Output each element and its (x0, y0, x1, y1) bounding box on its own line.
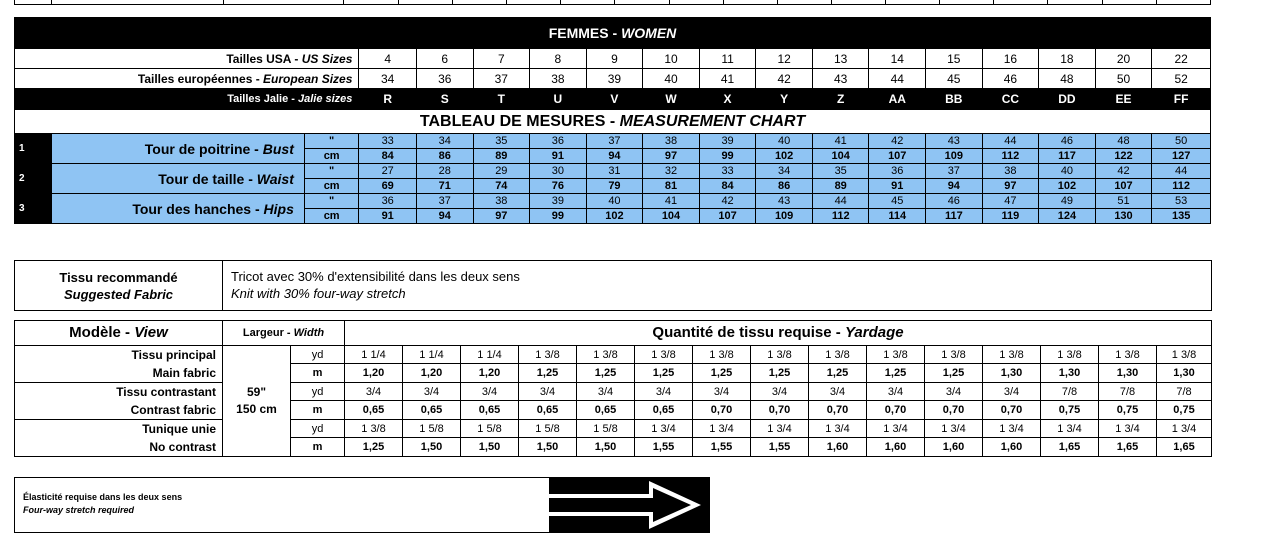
size-cell: EE (1095, 89, 1152, 110)
size-cell: 43 (812, 69, 869, 89)
stretch-direction-arrow-icon (549, 478, 709, 532)
value-cell: 1,55 (635, 438, 693, 457)
value-cell: 42 (699, 194, 756, 209)
value-cell: 1 3/4 (635, 420, 693, 438)
value-cell: 49 (1039, 194, 1096, 209)
size-cell: 50 (1095, 69, 1152, 89)
value-cell: 1,20 (461, 364, 519, 383)
stretch-requirement-text (23, 491, 182, 517)
size-cell: 11 (699, 49, 756, 69)
size-cell: AA (869, 89, 926, 110)
value-cell: 0,65 (577, 401, 635, 420)
value-cell: 1 3/8 (809, 346, 867, 364)
value-cell: 76 (530, 179, 587, 194)
value-cell: 1,25 (809, 364, 867, 383)
value-cell: 3/4 (345, 383, 403, 401)
value-cell: 1,50 (577, 438, 635, 457)
value-cell: 1,30 (1041, 364, 1099, 383)
value-cell: 34 (416, 134, 473, 149)
size-cell: 14 (869, 49, 926, 69)
value-cell: 102 (1039, 179, 1096, 194)
value-cell: 117 (1039, 149, 1096, 164)
value-cell: 1 3/8 (925, 346, 983, 364)
value-cell: 3/4 (693, 383, 751, 401)
value-cell: 1,25 (635, 364, 693, 383)
size-cell: 8 (530, 49, 587, 69)
value-cell: 81 (643, 179, 700, 194)
value-cell: 1,25 (751, 364, 809, 383)
size-cell: 4 (359, 49, 417, 69)
value-cell: 1 3/4 (693, 420, 751, 438)
yardage-view-label: Tissu contrastant Contrast fabric (15, 383, 223, 420)
view-header: Modèle - View (15, 321, 223, 346)
value-cell: 109 (926, 149, 983, 164)
value-cell: 79 (586, 179, 643, 194)
size-cell: 34 (359, 69, 417, 89)
value-cell: 1,25 (867, 364, 925, 383)
value-cell: 91 (530, 149, 587, 164)
value-cell: 40 (756, 134, 813, 149)
value-cell: 47 (982, 194, 1039, 209)
size-cell: BB (926, 89, 983, 110)
unit-m: m (291, 438, 345, 457)
value-cell: 1,60 (809, 438, 867, 457)
size-chart-table (14, 17, 1211, 224)
value-cell: 34 (756, 164, 813, 179)
value-cell: 86 (756, 179, 813, 194)
size-cell: 20 (1095, 49, 1152, 69)
value-cell: 97 (982, 179, 1039, 194)
value-cell: 53 (1152, 194, 1211, 209)
value-cell: 91 (869, 179, 926, 194)
value-cell: 1,25 (519, 364, 577, 383)
fabric-description (223, 261, 1212, 311)
value-cell: 1 3/4 (925, 420, 983, 438)
value-cell: 1,30 (983, 364, 1041, 383)
size-cell: X (699, 89, 756, 110)
value-cell: 3/4 (461, 383, 519, 401)
section-header-women: FEMMES - WOMEN (15, 18, 1211, 49)
value-cell: 119 (982, 209, 1039, 224)
value-cell: 0,65 (635, 401, 693, 420)
value-cell: 0,65 (519, 401, 577, 420)
value-cell: 45 (869, 194, 926, 209)
value-cell: 107 (869, 149, 926, 164)
value-cell: 1 1/4 (345, 346, 403, 364)
value-cell: 74 (473, 179, 530, 194)
size-cell: 48 (1039, 69, 1096, 89)
value-cell: 0,75 (1041, 401, 1099, 420)
size-cell: 16 (982, 49, 1039, 69)
value-cell: 1 5/8 (403, 420, 461, 438)
fabric-label-fr: Tissu recommandé (59, 269, 178, 285)
measurement-row (15, 194, 1211, 209)
value-cell: 46 (1039, 134, 1096, 149)
value-cell: 42 (1095, 164, 1152, 179)
value-cell: 89 (473, 149, 530, 164)
value-cell: 37 (416, 194, 473, 209)
value-cell: 1 3/8 (1099, 346, 1157, 364)
value-cell: 40 (1039, 164, 1096, 179)
value-cell: 102 (756, 149, 813, 164)
value-cell: 1 3/8 (983, 346, 1041, 364)
jalie-sizes-row (15, 89, 1211, 110)
us-sizes-label: Tailles USA - US Sizes (15, 49, 359, 69)
value-cell: 130 (1095, 209, 1152, 224)
value-cell: 7/8 (1099, 383, 1157, 401)
value-cell: 3/4 (867, 383, 925, 401)
value-cell: 1,60 (983, 438, 1041, 457)
value-cell: 1 3/8 (577, 346, 635, 364)
value-cell: 94 (926, 179, 983, 194)
row-number: 1 (15, 134, 52, 164)
value-cell: 1 1/4 (461, 346, 519, 364)
value-cell: 33 (359, 134, 417, 149)
value-cell: 43 (756, 194, 813, 209)
value-cell: 1,60 (925, 438, 983, 457)
fabric-desc-fr: Tricot avec 30% d'extensibilité dans les deux sens (231, 269, 520, 284)
value-cell: 7/8 (1041, 383, 1099, 401)
yardage-header: Quantité de tissu requise - Yardage (345, 321, 1212, 346)
measurement-label: Tour des hanches - Hips (52, 194, 305, 224)
size-cell: CC (982, 89, 1039, 110)
size-cell: Y (756, 89, 813, 110)
value-cell: 69 (359, 179, 417, 194)
value-cell: 1,30 (1099, 364, 1157, 383)
size-cell: W (643, 89, 700, 110)
size-cell: 46 (982, 69, 1039, 89)
value-cell: 1,20 (345, 364, 403, 383)
measurement-label: Tour de poitrine - Bust (52, 134, 305, 164)
value-cell: 1 3/8 (693, 346, 751, 364)
value-cell: 114 (869, 209, 926, 224)
value-cell: 71 (416, 179, 473, 194)
value-cell: 1 3/4 (809, 420, 867, 438)
value-cell: 1 3/8 (635, 346, 693, 364)
value-cell: 0,70 (693, 401, 751, 420)
value-cell: 1 3/8 (1041, 346, 1099, 364)
value-cell: 44 (1152, 164, 1211, 179)
size-cell: 37 (473, 69, 530, 89)
value-cell: 112 (1152, 179, 1211, 194)
unit-m: m (291, 401, 345, 420)
size-cell: 45 (926, 69, 983, 89)
yardage-view-label: Tunique unie No contrast (15, 420, 223, 457)
value-cell: 127 (1152, 149, 1211, 164)
size-cell: 52 (1152, 69, 1211, 89)
value-cell: 1 3/4 (867, 420, 925, 438)
value-cell: 122 (1095, 149, 1152, 164)
value-cell: 3/4 (635, 383, 693, 401)
unit-cm: cm (304, 209, 359, 224)
stretch-requirement-box (14, 477, 710, 533)
size-cell: 39 (586, 69, 643, 89)
value-cell: 1 5/8 (577, 420, 635, 438)
size-cell: 15 (926, 49, 983, 69)
fabric-desc-en: Knit with 30% four-way stretch (231, 286, 406, 301)
us-sizes-row (15, 49, 1211, 69)
value-cell: 99 (530, 209, 587, 224)
size-cell: 13 (812, 49, 869, 69)
value-cell: 91 (359, 209, 417, 224)
size-cell: Z (812, 89, 869, 110)
unit-inches: " (304, 134, 359, 149)
previous-table-strip (14, 0, 1211, 5)
value-cell: 36 (530, 134, 587, 149)
value-cell: 1,50 (461, 438, 519, 457)
size-cell: 18 (1039, 49, 1096, 69)
suggested-fabric-table (14, 260, 1212, 311)
value-cell: 1,50 (403, 438, 461, 457)
value-cell: 1,30 (1157, 364, 1212, 383)
value-cell: 41 (643, 194, 700, 209)
value-cell: 44 (982, 134, 1039, 149)
value-cell: 1,50 (519, 438, 577, 457)
value-cell: 104 (643, 209, 700, 224)
value-cell: 1 3/8 (751, 346, 809, 364)
value-cell: 40 (586, 194, 643, 209)
row-number: 2 (15, 164, 52, 194)
value-cell: 3/4 (983, 383, 1041, 401)
value-cell: 107 (699, 209, 756, 224)
measurement-label: Tour de taille - Waist (52, 164, 305, 194)
value-cell: 0,70 (809, 401, 867, 420)
value-cell: 36 (869, 164, 926, 179)
value-cell: 1 3/8 (867, 346, 925, 364)
size-cell: 42 (756, 69, 813, 89)
value-cell: 0,65 (345, 401, 403, 420)
value-cell: 1 3/4 (1099, 420, 1157, 438)
size-cell: FF (1152, 89, 1211, 110)
value-cell: 43 (926, 134, 983, 149)
value-cell: 0,65 (403, 401, 461, 420)
value-cell: 38 (473, 194, 530, 209)
unit-m: m (291, 364, 345, 383)
value-cell: 1,25 (925, 364, 983, 383)
size-cell: 12 (756, 49, 813, 69)
unit-yd: yd (291, 383, 345, 401)
value-cell: 1 3/4 (1157, 420, 1212, 438)
measurement-chart-title: TABLEAU DE MESURES - MEASUREMENT CHART (15, 110, 1211, 134)
measurement-row (15, 164, 1211, 179)
eu-sizes-row (15, 69, 1211, 89)
size-cell: 41 (699, 69, 756, 89)
value-cell: 37 (926, 164, 983, 179)
value-cell: 36 (359, 194, 417, 209)
value-cell: 1,65 (1099, 438, 1157, 457)
value-cell: 50 (1152, 134, 1211, 149)
value-cell: 31 (586, 164, 643, 179)
fabric-label (15, 261, 223, 311)
value-cell: 0,70 (867, 401, 925, 420)
value-cell: 1 3/4 (751, 420, 809, 438)
value-cell: 84 (359, 149, 417, 164)
eu-sizes-label: Tailles européennes - European Sizes (15, 69, 359, 89)
value-cell: 46 (926, 194, 983, 209)
value-cell: 102 (586, 209, 643, 224)
size-cell: 6 (416, 49, 473, 69)
value-cell: 1,65 (1157, 438, 1212, 457)
value-cell: 1,60 (867, 438, 925, 457)
value-cell: 32 (643, 164, 700, 179)
stretch-text-en: Four-way stretch required (23, 505, 135, 515)
value-cell: 3/4 (751, 383, 809, 401)
unit-yd: yd (291, 346, 345, 364)
value-cell: 3/4 (577, 383, 635, 401)
value-cell: 99 (699, 149, 756, 164)
value-cell: 0,70 (751, 401, 809, 420)
yardage-row (15, 420, 1212, 438)
value-cell: 39 (699, 134, 756, 149)
value-cell: 109 (756, 209, 813, 224)
value-cell: 1,55 (693, 438, 751, 457)
value-cell: 84 (699, 179, 756, 194)
value-cell: 0,70 (983, 401, 1041, 420)
value-cell: 1 3/8 (519, 346, 577, 364)
size-cell: S (416, 89, 473, 110)
yardage-table (14, 320, 1212, 457)
value-cell: 112 (982, 149, 1039, 164)
value-cell: 1,25 (693, 364, 751, 383)
value-cell: 97 (473, 209, 530, 224)
value-cell: 42 (869, 134, 926, 149)
value-cell: 35 (473, 134, 530, 149)
value-cell: 1,25 (345, 438, 403, 457)
value-cell: 1 1/4 (403, 346, 461, 364)
value-cell: 1,20 (403, 364, 461, 383)
value-cell: 1,55 (751, 438, 809, 457)
value-cell: 1 3/4 (983, 420, 1041, 438)
unit-inches: " (304, 164, 359, 179)
jalie-sizes-label: Tailles Jalie - Jalie sizes (15, 89, 359, 110)
value-cell: 1 3/8 (345, 420, 403, 438)
value-cell: 3/4 (809, 383, 867, 401)
width-header: Largeur - Width (223, 321, 345, 346)
value-cell: 94 (586, 149, 643, 164)
size-cell: 44 (869, 69, 926, 89)
value-cell: 0,65 (461, 401, 519, 420)
stretch-text-fr: Élasticité requise dans les deux sens (23, 492, 183, 502)
size-cell: T (473, 89, 530, 110)
row-number: 3 (15, 194, 52, 224)
value-cell: 94 (416, 209, 473, 224)
unit-yd: yd (291, 420, 345, 438)
value-cell: 38 (643, 134, 700, 149)
value-cell: 1 3/4 (1041, 420, 1099, 438)
unit-cm: cm (304, 149, 359, 164)
size-cell: U (530, 89, 587, 110)
unit-cm: cm (304, 179, 359, 194)
fabric-width: 59" 150 cm (223, 346, 291, 457)
value-cell: 1,25 (577, 364, 635, 383)
value-cell: 27 (359, 164, 417, 179)
value-cell: 135 (1152, 209, 1211, 224)
value-cell: 0,75 (1157, 401, 1212, 420)
value-cell: 41 (812, 134, 869, 149)
size-cell: 9 (586, 49, 643, 69)
value-cell: 107 (1095, 179, 1152, 194)
value-cell: 30 (530, 164, 587, 179)
fabric-label-en: Suggested Fabric (63, 286, 174, 302)
value-cell: 86 (416, 149, 473, 164)
value-cell: 1 5/8 (461, 420, 519, 438)
size-cell: 38 (530, 69, 587, 89)
value-cell: 3/4 (925, 383, 983, 401)
value-cell: 1 5/8 (519, 420, 577, 438)
value-cell: 51 (1095, 194, 1152, 209)
value-cell: 39 (530, 194, 587, 209)
value-cell: 0,75 (1099, 401, 1157, 420)
value-cell: 48 (1095, 134, 1152, 149)
value-cell: 37 (586, 134, 643, 149)
value-cell: 38 (982, 164, 1039, 179)
size-cell: 7 (473, 49, 530, 69)
value-cell: 117 (926, 209, 983, 224)
measurement-row (15, 134, 1211, 149)
value-cell: 97 (643, 149, 700, 164)
value-cell: 104 (812, 149, 869, 164)
size-cell: V (586, 89, 643, 110)
size-cell: 10 (643, 49, 700, 69)
size-cell: 22 (1152, 49, 1211, 69)
size-cell: DD (1039, 89, 1096, 110)
value-cell: 112 (812, 209, 869, 224)
unit-inches: " (304, 194, 359, 209)
value-cell: 7/8 (1157, 383, 1212, 401)
value-cell: 1,65 (1041, 438, 1099, 457)
value-cell: 33 (699, 164, 756, 179)
size-cell: R (359, 89, 417, 110)
size-cell: 40 (643, 69, 700, 89)
value-cell: 35 (812, 164, 869, 179)
yardage-row (15, 383, 1212, 401)
yardage-view-label: Tissu principal Main fabric (15, 346, 223, 383)
size-cell: 36 (416, 69, 473, 89)
value-cell: 3/4 (403, 383, 461, 401)
value-cell: 3/4 (519, 383, 577, 401)
yardage-row (15, 346, 1212, 364)
value-cell: 0,70 (925, 401, 983, 420)
value-cell: 29 (473, 164, 530, 179)
value-cell: 124 (1039, 209, 1096, 224)
value-cell: 44 (812, 194, 869, 209)
value-cell: 1 3/8 (1157, 346, 1212, 364)
value-cell: 89 (812, 179, 869, 194)
value-cell: 28 (416, 164, 473, 179)
